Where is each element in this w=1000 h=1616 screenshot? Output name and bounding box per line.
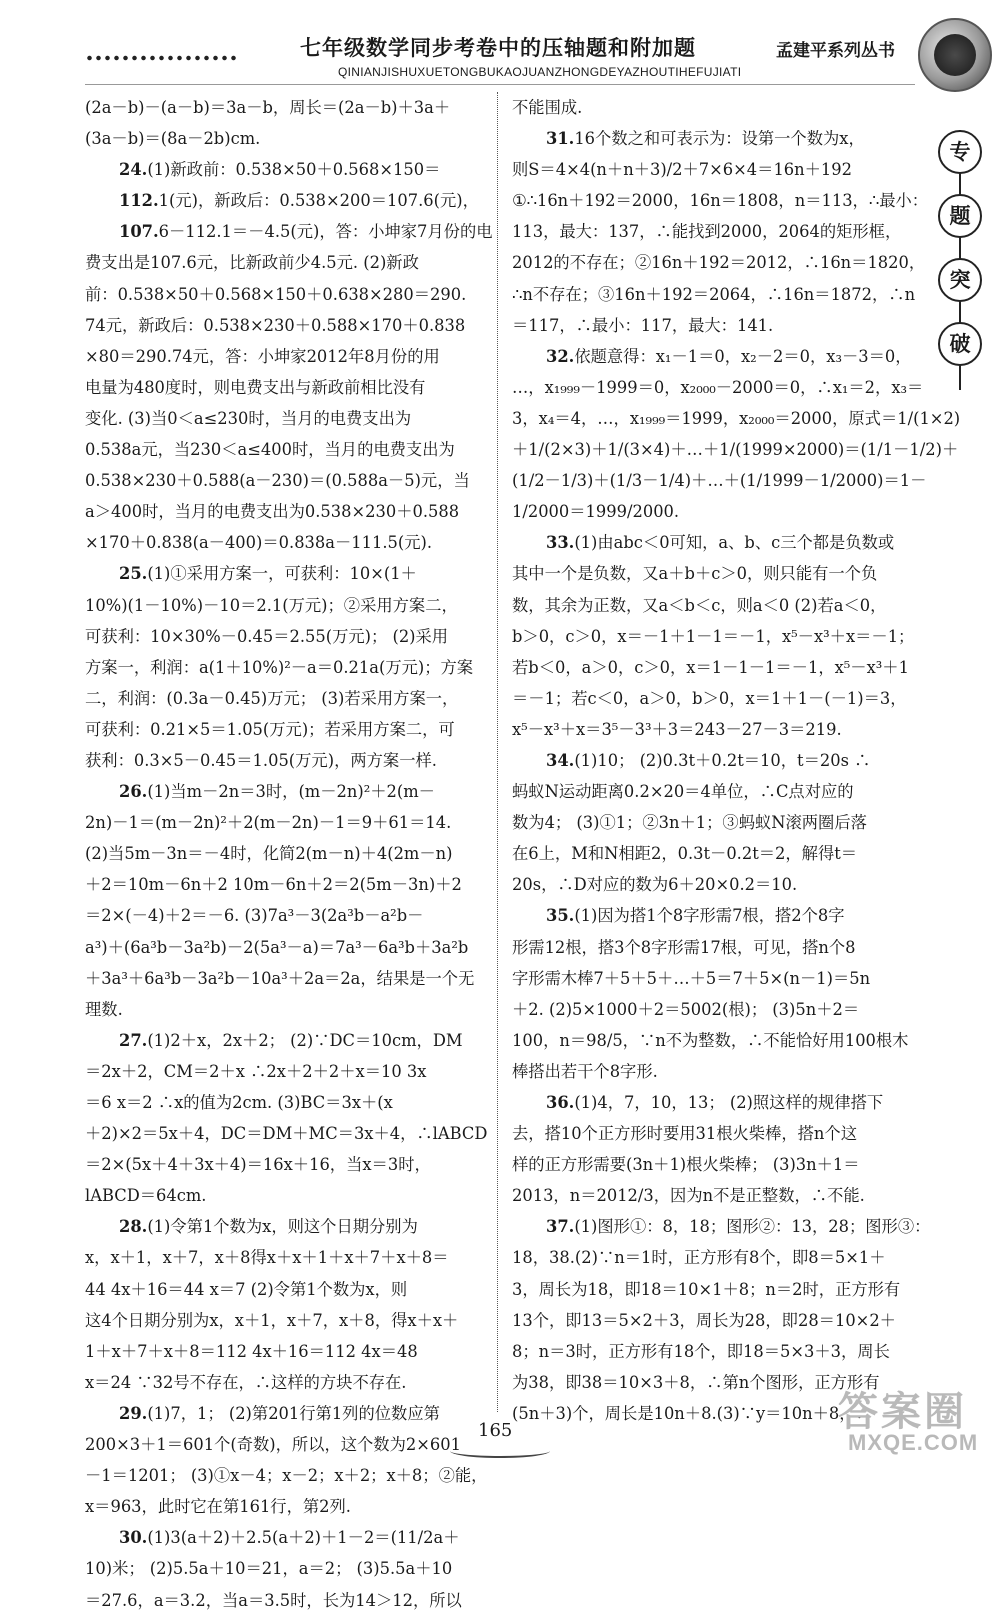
watermark-url: MXQE.COM: [848, 1430, 979, 1455]
answer-line: 33.(1)由abc＜0可知，a、b、c三个都是负数或: [546, 533, 895, 553]
answer-line: 2012的不存在；②16n＋192＝2012，∴16n＝1820，: [512, 253, 926, 273]
question-number: 35.: [546, 906, 575, 926]
answer-line: 10%)(1－10%)－10＝2.1(万元)；②采用方案二，: [85, 595, 458, 615]
answer-line: 44 4x＋16＝44 x＝7 (2)令第1个数为x，则: [85, 1279, 408, 1299]
header-rule: [85, 84, 915, 85]
question-number: 27.: [119, 1030, 148, 1050]
answer-line: ＝6 x＝2 ∴x的值为2cm. (3)BC＝3x＋(x: [85, 1093, 393, 1112]
answer-line: 32.依题意得：x₁－1＝0，x₂－2＝0，x₃－3＝0，: [546, 346, 912, 366]
answer-line: ＝2×(－4)＋2＝－6. (3)7a³－3(2a³b－a²b－: [85, 906, 424, 926]
answer-line: 34.(1)10； (2)0.3t＋0.2t＝10，t＝20s ∴: [546, 750, 871, 770]
answer-line: 112.1(元)，新政后：0.538×200＝107.6(元)，: [119, 191, 479, 211]
watermark: [832, 1378, 992, 1460]
question-number: 107.: [119, 222, 159, 242]
question-number: 30.: [119, 1528, 148, 1548]
answer-line: 107.6－112.1＝－4.5(元)，答：小坤家7月份的电: [119, 222, 493, 242]
footer-ornament: [450, 1444, 550, 1458]
answer-line: 200×3＋1＝601个(奇数)，所以，这个数为2×601: [85, 1435, 461, 1455]
answer-line: 形需12根，搭3个8字形需17根，可见，搭n个8: [512, 937, 856, 957]
page-number: 165: [478, 1420, 513, 1441]
answer-line: 25.(1)①采用方案一，可获利：10×(1＋: [119, 564, 417, 584]
answer-line: 3，周长为18，即18＝10×1＋8；n＝2时，正方形有: [512, 1279, 901, 1299]
answer-line: a³)＋(6a³b－3a²b)－2(5a³－a)＝7a³－6a³b＋3a²b: [85, 937, 469, 957]
answer-line: 在6上，M和N相距2，0.3t－0.2t＝2，解得t＝: [512, 844, 858, 864]
answer-line: 可获利：10×30%－0.45＝2.55(万元)； (2)采用: [85, 626, 449, 646]
answer-line: b＞0，c＞0，x＝－1＋1－1＝－1，x⁵－x³＋x＝－1；: [512, 626, 915, 646]
answer-line: 字形需木棒7＋5＋5＋…＋5＝7＋5×(n－1)＝5n: [512, 968, 871, 988]
question-number: 31.: [546, 129, 575, 149]
answer-line: 37.(1)图形①：8，18；图形②：13，28；图形③：: [546, 1217, 931, 1237]
question-number: 32.: [546, 346, 575, 366]
answer-line: ＝－1；若c＜0，a＞0，b＞0，x＝1＋1－(－1)＝3，: [512, 688, 907, 708]
answer-line: 蚂蚁N运动距离0.2×20＝4单位，∴C点对应的: [512, 782, 854, 802]
answer-line: ＋2)×2＝5x＋4，DC＝DM＋MC＝3x＋4，∴lABCD: [85, 1124, 488, 1144]
answer-line: 理数.: [85, 999, 123, 1019]
answer-line: 3，x₄＝4，…，x₁₉₉₉＝1999，x₂₀₀₀＝2000，原式＝1/(1×2): [512, 408, 961, 428]
answer-line: (2)当5m－3n＝－4时，化简2(m－n)＋4(2m－n): [85, 844, 453, 864]
question-number: 28.: [119, 1217, 148, 1237]
answer-line: x＝963，此时它在第161行，第2列.: [85, 1497, 351, 1517]
answer-line: 为38，即38＝10×3＋8，∴第n个图形，正方形有: [512, 1372, 880, 1392]
left-column: [85, 92, 493, 1616]
question-number: 112.: [119, 191, 159, 211]
answer-line: ∴n不存在；③16n＋192＝2064，∴16n＝1872，∴n: [512, 284, 916, 304]
answer-line: 0.538×230＋0.588(a－230)＝(0.588a－5)元，当: [85, 471, 470, 491]
answer-line: 8；n＝3时，正方形有18个，即18＝5×3＋3，周长: [512, 1341, 890, 1361]
answer-line: 30.(1)3(a＋2)＋2.5(a＋2)＋1－2＝(11/2a＋: [119, 1528, 460, 1548]
column-divider: [497, 92, 498, 1412]
sidebar-char: 破: [938, 322, 982, 366]
question-number: 24.: [119, 160, 148, 180]
answer-line: a＞400时，当月的电费支出为0.538×230＋0.588: [85, 502, 460, 522]
answer-line: x⁵－x³＋x＝3⁵－3³＋3＝243－27－3＝219.: [512, 719, 842, 739]
answer-line: 若b＜0，a＞0，c＞0，x＝1－1－1＝－1，x⁵－x³＋1: [512, 657, 909, 677]
answer-line: 29.(1)7，1； (2)第201行第1列的位数应第: [119, 1403, 440, 1423]
answer-line: 27.(1)2＋x，2x＋2； (2)∵DC＝10cm，DM: [119, 1030, 463, 1050]
answer-line: 20s，∴D对应的数为6＋20×0.2＝10.: [512, 875, 798, 895]
answer-line: 35.(1)因为搭1个8字形需7根，搭2个8字: [546, 906, 845, 926]
answer-line: …，x₁₉₉₉－1999＝0，x₂₀₀₀－2000＝0，∴x₁＝2，x₃＝: [512, 377, 924, 397]
answer-line: 不能围成.: [512, 98, 583, 117]
answer-line: －1＝1201； (3)①x－4；x－2；x＋2；x＋8；②能，: [85, 1466, 488, 1486]
answer-line: 100，n＝98/5，∵n不为整数，∴不能恰好用100根木: [512, 1030, 909, 1050]
book-title: 七年级数学同步考卷中的压轴题和附加题: [300, 35, 696, 60]
answer-line: ＋1/(2×3)＋1/(3×4)＋…＋1/(1999×2000)＝(1/1－1/2)＋: [512, 440, 959, 460]
answer-line: ＋2. (2)5×1000＋2＝5002(根)； (3)5n＋2＝: [512, 999, 860, 1019]
answer-line: (1/2－1/3)＋(1/3－1/4)＋…＋(1/1999－1/2000)＝1－: [512, 471, 927, 491]
title-pinyin: QINIANJISHUXUETONGBUKAOJUANZHONGDEYAZHOUTIHEFUJIATI: [338, 65, 742, 79]
sidebar-char: 突: [938, 258, 982, 302]
answer-line: x，x＋1，x＋7，x＋8得x＋x＋1＋x＋7＋x＋8＝: [85, 1248, 449, 1268]
question-number: 25.: [119, 564, 148, 584]
answer-line: 其中一个是负数，又a＋b＋c＞0，则只能有一个负: [512, 564, 878, 584]
answer-line: ×80＝290.74元，答：小坤家2012年8月份的用: [85, 346, 440, 366]
answer-line: 24.(1)新政前：0.538×50＋0.568×150＝: [119, 160, 441, 180]
sidebar-char: 专: [938, 130, 982, 174]
question-number: 36.: [546, 1093, 575, 1112]
answer-line: ①∴16n＋192＝2000，16n＝1808，n＝113，∴最小：: [512, 191, 929, 211]
answer-line: 去，搭10个正方形时要用31根火柴棒，搭n个这: [512, 1124, 857, 1144]
answer-line: 1＋x＋7＋x＋8＝112 4x＋16＝112 4x＝48: [85, 1341, 418, 1361]
answer-line: 棒搭出若干个8字形.: [512, 1061, 658, 1081]
answer-line: 数为4； (3)①1；②3n＋1；③蚂蚁N滚两圈后落: [512, 813, 867, 833]
answer-line: 2n)－1＝(m－2n)²＋2(m－2n)－1＝9＋61＝14.: [85, 813, 452, 833]
answer-line: 可获利：0.21×5＝1.05(万元)；若采用方案二，可: [85, 719, 455, 739]
answer-line: 二，利润：(0.3a－0.45)万元； (3)若采用方案一，: [85, 688, 459, 708]
sidebar-char: 题: [938, 194, 982, 238]
answer-line: 样的正方形需要(3n＋1)根火柴棒； (3)3n＋1＝: [512, 1155, 860, 1175]
answer-line: ＝2x＋2，CM＝2＋x ∴2x＋2＋2＋x＝10 3x: [85, 1061, 427, 1081]
answer-line: ＋2＝10m－6n＋2 10m－6n＋2＝2(5m－3n)＋2: [85, 875, 462, 895]
answer-line: ＝117，∴最小：117，最大：141.: [512, 315, 774, 335]
answer-line: 13个，即13＝5×2＋3，周长为28，即28＝10×2＋: [512, 1310, 896, 1330]
page-header: [0, 0, 1000, 92]
answer-line: (5n＋3)个，周长是10n＋8.(3)∵y＝10n＋8，∴: [512, 1403, 872, 1423]
answer-line: 10)米； (2)5.5a＋10＝21，a＝2； (3)5.5a＋10: [85, 1559, 453, 1579]
answer-line: 74元，新政后：0.538×230＋0.588×170＋0.838: [85, 315, 466, 335]
answer-line: 2013，n＝2012/3，因为n不是正整数，∴不能.: [512, 1186, 865, 1206]
emblem-icon: [918, 18, 992, 92]
answer-line: ＝27.6，a＝3.2，当a＝3.5时，长为14＞12，所以: [85, 1590, 462, 1610]
answer-line: lABCD＝64cm.: [85, 1186, 207, 1206]
answer-line: (2a－b)－(a－b)＝3a－b，周长＝(2a－b)＋3a＋: [85, 98, 451, 117]
answer-line: 36.(1)4，7，10，13； (2)照这样的规律搭下: [546, 1093, 884, 1112]
answer-line: 31.16个数之和可表示为：设第一个数为x，: [546, 129, 865, 149]
watermark-text: 答案圈: [838, 1390, 967, 1434]
answer-line: 电量为480度时，则电费支出与新政前相比没有: [85, 377, 426, 397]
answer-line: 则S＝4×4(n＋n＋3)/2＋7×6×4＝16n＋192: [512, 160, 852, 180]
answer-line: (3a－b)＝(8a－2b)cm.: [85, 129, 261, 149]
question-number: 34.: [546, 750, 575, 770]
question-number: 29.: [119, 1403, 148, 1423]
answer-line: 前：0.538×50＋0.568×150＋0.638×280＝290.: [85, 284, 467, 304]
right-column: [512, 92, 961, 1429]
answer-line: 28.(1)令第1个数为x，则这个日期分别为: [119, 1217, 418, 1237]
answer-line: 1/2000＝1999/2000.: [512, 502, 680, 522]
dotted-rule: [85, 55, 240, 61]
answer-line: x＝24 ∵32号不存在，∴这样的方块不存在.: [85, 1372, 407, 1392]
sidebar-topic-tag: [935, 130, 985, 386]
answer-line: ＋3a³＋6a³b－3a²b－10a³＋2a＝2a，结果是一个无: [85, 968, 475, 988]
answer-line: 18，38.(2)∵n＝1时，正方形有8个，即8＝5×1＋: [512, 1248, 886, 1268]
question-number: 37.: [546, 1217, 575, 1237]
answer-line: ＝2×(5x＋4＋3x＋4)＝16x＋16，当x＝3时，: [85, 1155, 431, 1175]
answer-line: 26.(1)当m－2n＝3时，(m－2n)²＋2(m－: [119, 782, 435, 802]
series-name: 孟建平系列丛书: [776, 41, 895, 61]
answer-line: 这4个日期分别为x，x＋1，x＋7，x＋8，得x＋x＋: [85, 1310, 459, 1330]
answer-line: 获利：0.3×5－0.45＝1.05(万元)，两方案一样.: [85, 750, 437, 770]
question-number: 33.: [546, 533, 575, 553]
answer-line: ×170＋0.838(a－400)＝0.838a－111.5(元).: [85, 533, 433, 553]
answer-line: 0.538a元，当230＜a≤400时，当月的电费支出为: [85, 440, 455, 460]
question-number: 26.: [119, 782, 148, 802]
answer-line: 费支出是107.6元，比新政前少4.5元. (2)新政: [85, 253, 419, 273]
answer-line: 113，最大：137，∴能找到2000，2064的矩形框，: [512, 222, 902, 242]
answer-line: 数，其余为正数，又a＜b＜c，则a＜0 (2)若a＜0，: [512, 595, 887, 615]
answer-line: 变化. (3)当0＜a≤230时，当月的电费支出为: [85, 408, 412, 428]
answer-line: 方案一，利润：a(1＋10%)²－a＝0.21a(万元)；方案: [85, 657, 474, 677]
